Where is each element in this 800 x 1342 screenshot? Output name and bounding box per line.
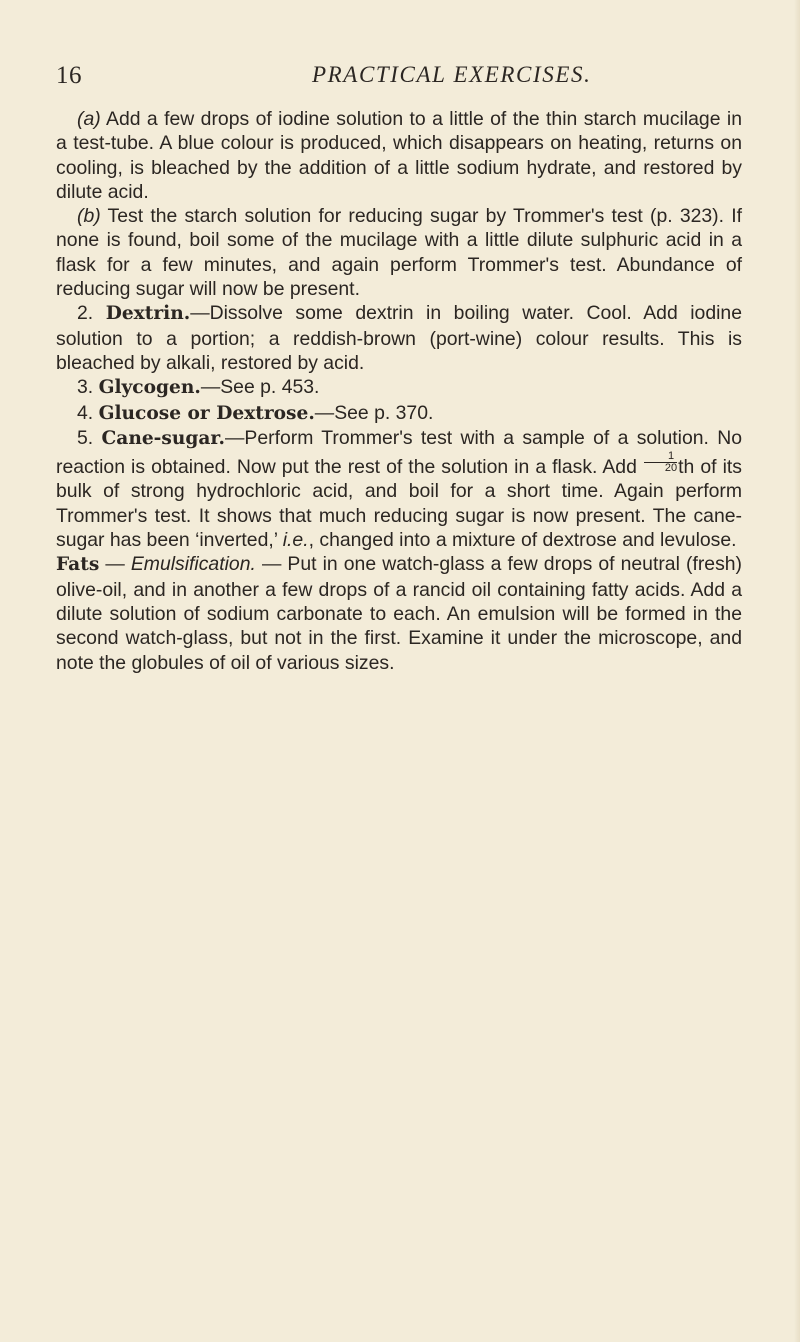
item-cane-sugar-heading: Cane-sugar. xyxy=(101,427,225,449)
page-header xyxy=(56,62,746,94)
item-fats-subheading: Emulsification. xyxy=(130,553,256,576)
page-body xyxy=(56,107,742,675)
running-title: PRACTICAL EXERCISES. xyxy=(312,62,592,87)
item-fats-text: — Put in one watch-glass a few drops of neutral (fresh) olive-oil, and in another a few drops of a rancid oil containing fatty acids. Add a dilute solution of sodium carbonate to each. An emulsion will be formed in the second watch-glass, but not in the first. Examine it under the microscope, and note the globules of oil of various sizes. xyxy=(56,553,743,674)
item-glycogen xyxy=(56,375,742,400)
paragraph-b xyxy=(56,204,742,301)
item-glucose-number: 4. xyxy=(77,401,99,424)
item-cane-sugar-ie: i.e. xyxy=(282,529,309,552)
item-cane-sugar-text-1: —Perform Trommer's test with a sample of a solution. No reaction is obtained. Now put the rest of the solution in a flask. Add xyxy=(56,426,742,479)
paragraph-a-text: Add a few drops of iodine solution to a little of the thin starch mucilage in a test-tube. A blue colour is produced, which disappears on heating, returns on cooling, is bleached by the addition of a little sodium hydrate, and restored by dilute acid. xyxy=(56,108,742,203)
paragraph-b-text: Test the starch solution for reducing sugar by Trommer's test (p. 323). If none is found, boil some of the mucilage with a little dilute sulphuric acid in a flask for a few minutes, and again perform Trommer's test. Abundance of reducing sugar will now be present. xyxy=(56,205,742,301)
paragraph-a-label: (a) xyxy=(77,108,101,130)
fraction-numerator: 1 xyxy=(644,451,677,463)
item-cane-sugar xyxy=(56,426,742,552)
paragraph-a xyxy=(56,107,742,204)
item-cane-sugar-text-2: th of its bulk of strong hydrochloric acid, and boil for a short time. Again perform Trommer's test. It shows that much reducing sugar is now present. The cane-sugar has been ‘inverted,’ xyxy=(56,456,742,552)
item-glucose xyxy=(56,401,742,426)
item-glycogen-text: —See p. 453. xyxy=(200,376,320,399)
page-number: 16 xyxy=(56,62,82,89)
item-dextrin-heading: Dextrin. xyxy=(105,303,191,325)
item-dextrin-text: —Dissolve some dextrin in boiling water. Cool. Add iodine solution to a portion; a reddish-brown (port-wine) colour results. This is bleached by alkali, restored by acid. xyxy=(56,302,743,374)
item-glucose-heading: Glucose or Dextrose. xyxy=(98,402,315,424)
item-glycogen-heading: Glycogen. xyxy=(98,377,201,399)
item-glycogen-number: 3. xyxy=(77,376,99,399)
fraction-denominator: 20 xyxy=(664,462,678,475)
paragraph-b-label: (b) xyxy=(77,205,101,228)
item-cane-sugar-number: 5. xyxy=(77,426,102,449)
fraction-one-twentieth xyxy=(644,451,677,474)
item-dextrin-number: 2. xyxy=(77,302,106,325)
item-dextrin xyxy=(56,301,742,375)
item-glucose-text: —See p. 370. xyxy=(314,401,434,424)
item-fats-dash: — xyxy=(99,553,131,576)
item-fats xyxy=(56,552,742,674)
page-edge-shadow xyxy=(794,0,800,1342)
item-cane-sugar-text-3: , changed into a mixture of dextrose and levulose. xyxy=(308,529,737,552)
item-fats-heading: Fats xyxy=(56,554,100,576)
